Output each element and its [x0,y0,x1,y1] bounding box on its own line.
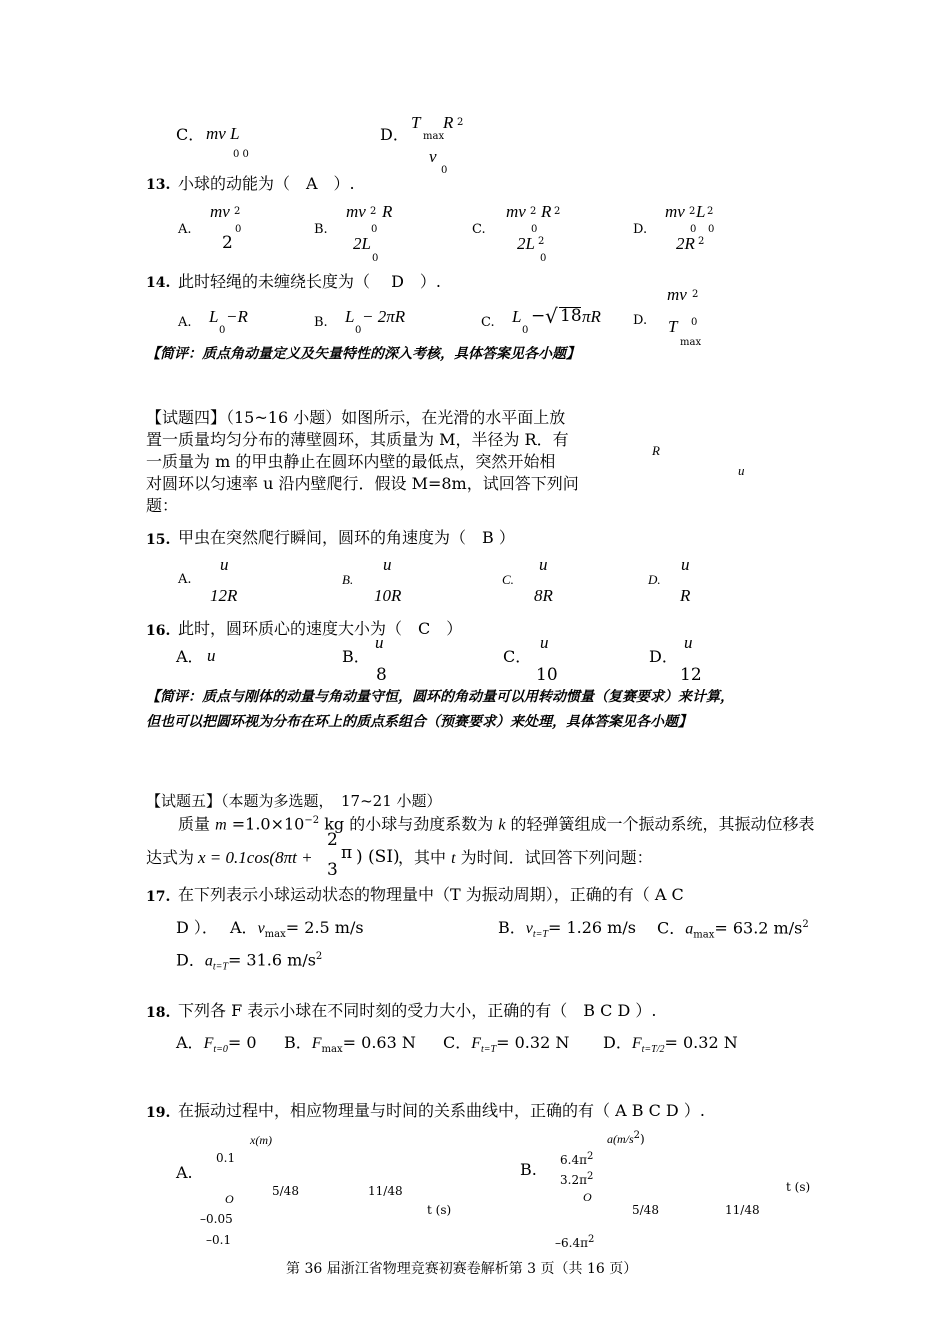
graph-b-y-axis-label-end: ) [640,1132,645,1146]
q17-option-c [657,920,809,941]
q18-option-c [443,1035,569,1055]
phase-fraction-den: 3 [327,860,338,880]
q16-stem: 此时，圆环质心的速度大小为（ C ） [178,619,463,638]
q17-option-d-sym: a [204,952,213,970]
q17-option-b [498,920,636,940]
q17-option-c-label: C． [657,918,686,938]
q15-option-d-num: u [681,555,690,574]
q12-option-d-num2: R [443,113,454,132]
graph-a-label: A. [176,1163,193,1182]
page-footer: 第 36 届浙江省物理竞赛初赛卷解析第 3 页（共 16 页） [286,1261,638,1277]
q18-option-d-sym: F [631,1035,642,1052]
sqrt-symbol: √ [545,304,558,328]
figure-label-radius: R [652,443,660,458]
q17-option-b-sym: v [525,920,533,937]
test5-line-1-d: 的轻弹簧组成一个振动系统，其振动位移表 [505,814,815,834]
q16-option-a-label: A． [176,647,204,666]
q13-option-b-den-sub: 0 [372,253,379,264]
q14-option-c-expr: L [512,307,522,326]
q18-option-a-sub: t=0 [213,1044,228,1056]
graph-b-origin: O [583,1190,592,1204]
q13-option-a-den: 2 [222,233,233,253]
q14-option-d-sup: 2 [692,289,699,300]
q16-option-c-label: C． [503,647,532,666]
test5-t-symbol: t [451,850,456,867]
test5-mass-symbol: m [215,816,227,834]
test5-line-2-b: ，其中 [398,848,452,867]
q14-option-c-tail: πR [582,307,601,326]
graph-a-y-axis-label: x(m) [250,1133,272,1147]
q15-option-c-den: 8R [534,586,553,605]
q17-option-d [176,952,322,973]
graph-b-y-tick-max [560,1152,593,1166]
q17-stem: 在下列表示小球运动状态的物理量中（T 为振动周期），正确的有（ A C [178,885,684,904]
q13-option-d-den-sup: 2 [698,236,705,247]
q15-option-d-den: R [680,586,691,605]
test4-intro [146,407,586,517]
q15-option-b-num: u [383,555,392,574]
test5-line-2-tail [398,850,653,867]
q13-option-a-label: A. [178,222,192,237]
q16-option-d-label: D． [649,647,678,666]
q13-option-c-sub: 0 [531,224,538,235]
q13-option-c-den-sup: 2 [538,236,545,247]
q18-stem: 下列各 F 表示小球在不同时刻的受力大小，正确的有（ B C D ）. [178,1001,657,1020]
graph-b-y-tick-neg-sup: 2 [587,1234,595,1245]
graph-b-label: B. [520,1160,537,1179]
q13-option-c-label: C. [472,222,486,237]
q13-option-c-num2-sup: 2 [554,206,561,217]
q18-option-a-sym: F [203,1035,214,1052]
q14-option-b-sub: 0 [355,325,362,336]
q18-option-b-val: = 0.63 N [342,1033,416,1052]
q15-option-a-den: 12R [210,586,238,605]
q18-option-a [176,1035,257,1055]
q18-option-d [603,1035,738,1055]
graph-a-x-axis-label: t (s) [427,1203,452,1217]
q15-option-b-den: 10R [374,586,402,605]
q13-option-d-label: D. [633,222,648,237]
q18-option-c-val: = 0.32 N [496,1033,570,1052]
q18-option-c-label: C． [443,1033,472,1052]
q13-option-a-sup: 2 [234,206,241,217]
q15-option-b-label: B. [342,572,354,587]
phase-fraction-num: 2 [327,830,338,850]
q12-option-d-num-sup: 2 [457,117,464,128]
q17-option-d-val: = 31.6 m/s [227,950,316,970]
q14-option-a-sub: 0 [219,325,226,336]
q12-option-c-label: C． [176,125,205,144]
q14-option-d-num: mv [667,285,687,304]
q13-option-a-sub: 0 [235,224,242,235]
q14-option-d-sub: 0 [691,317,698,328]
graph-b-y-tick-half [560,1172,593,1186]
test4-line-4: 对圆环以匀速率 u 沿内壁爬行．假设 M=8m，试回答下列问 [146,474,579,493]
q16-option-d-num: u [684,633,693,652]
graph-b-x-tick-1: 5/48 [632,1203,659,1217]
q15-option-a-label: A. [178,572,192,587]
q18-option-c-sym: F [471,1035,482,1052]
graph-b-x-axis-label: t (s) [786,1180,811,1194]
q16-option-a-expr: u [207,646,216,665]
graph-b-y-axis-label-text: a(m/s [607,1132,634,1146]
graph-b-y-tick-neg-text: –6.4π [555,1236,588,1250]
test5-line-2-c: 为时间．试回答下列问题： [455,848,653,867]
graph-a-y-tick-neg-half: –0.05 [200,1212,233,1226]
graph-b-y-axis-label-sup: 2 [633,1130,641,1141]
q17-option-b-sub: t=T [532,929,548,941]
graph-a-x-tick-2: 11/48 [368,1184,403,1198]
q13-option-c-num: mv [506,202,526,221]
q13-option-d-sup: 2 [689,206,696,217]
q18-option-b-label: B． [284,1033,312,1052]
q18-option-b [284,1035,416,1055]
q12-option-d-num: T [411,113,421,132]
graph-b-y-tick-half-text: 3.2π [560,1173,587,1187]
q16-option-d-den: 12 [680,665,702,685]
q17-option-d-label: D． [176,950,205,970]
graph-a-y-tick-max: 0.1 [216,1151,236,1165]
q18-number: 18. [146,1005,171,1021]
graph-a-origin: O [225,1192,234,1206]
q17-option-b-val: = 1.26 m/s [547,918,636,937]
q13-option-c-sup: 2 [530,206,537,217]
q17-option-c-sup: 2 [802,919,809,930]
q18-option-b-sym: F [311,1035,322,1052]
q18-option-c-sub: t=T [481,1044,497,1056]
q18-option-d-val: = 0.32 N [664,1033,738,1052]
q17-stem-cont: D ）． [176,918,218,937]
q16-option-b-num: u [375,633,384,652]
q13-option-b-num: mv [346,202,366,221]
q19-stem: 在振动过程中，相应物理量与时间的关系曲线中，正确的有（ A B C D ）. [178,1101,705,1120]
q17-option-a-val: = 2.5 m/s [285,918,364,937]
q13-option-d-num: mv [665,202,685,221]
comment-brief-1: 【简评：质点角动量定义及矢量特性的深入考核，具体答案见各小题】 [146,346,580,362]
graph-a-y-tick-neg: –0.1 [206,1233,232,1247]
q13-option-b-sup: 2 [370,206,377,217]
q13-option-c-den: 2L [517,234,535,253]
q12-option-d-den-sub: 0 [441,165,448,176]
graph-b-y-tick-neg [555,1235,594,1249]
q13-stem: 小球的动能为（ A ）. [178,174,355,193]
test5-line-1 [178,816,815,833]
q16-option-b-label: B． [342,647,370,666]
q14-option-b-label: B. [314,315,328,330]
q18-option-d-sub: t=T/2 [641,1044,665,1056]
q12-option-d-den: v [429,147,437,166]
graph-b-y-tick-max-text: 6.4π [560,1153,587,1167]
q16-number: 16. [146,623,171,639]
displacement-equation: x = 0.1cos(8πt + [198,848,313,867]
q14-option-b-rest: − 2πR [362,307,406,326]
q13-option-d-num2-sup: 2 [707,206,714,217]
q13-option-b-num2: R [382,202,393,221]
q17-option-a-sym: v [257,920,265,937]
q14-number: 14. [146,275,171,291]
test5-exponent: −2 [304,815,320,826]
test5-k-symbol: k [498,816,506,834]
q12-option-c-sub: 0 0 [233,149,249,160]
q13-option-c-num2: R [541,202,552,221]
test5-line-2-a: 达式为 [146,848,195,867]
q17-option-b-label: B． [498,918,526,937]
q14-option-b-expr: L [345,307,355,326]
phase-pi: π [341,843,353,863]
si-unit: ) (SI) [356,847,400,867]
q13-option-d-num2-sub: 0 [708,224,715,235]
q13-option-c-den-sub: 0 [540,253,547,264]
q14-option-c-label: C. [481,315,495,330]
q18-option-d-label: D． [603,1033,632,1052]
test4-line-5: 题： [146,496,179,515]
graph-a-x-tick-1: 5/48 [272,1184,299,1198]
q16-option-c-num: u [540,633,549,652]
q15-option-c-num: u [539,555,548,574]
q12-option-d-num-sub: max [423,131,445,142]
q13-number: 13. [146,177,171,193]
q17-option-a-label: A． [230,918,258,937]
q13-option-a-num: mv [210,202,230,221]
q13-option-d-num2: L [696,202,706,221]
q17-option-d-sub: t=T [212,961,228,973]
test4-line-2: 置一质量均匀分布的薄壁圆环，其质量为 M，半径为 R．有 [146,430,569,449]
q14-option-a-label: A. [178,315,192,330]
test5-line-1-b: =1.0×10 [226,814,305,834]
graph-b-y-tick-half-sup: 2 [586,1171,594,1182]
q15-option-c-label: C. [502,572,514,587]
test5-line-1-c: kg 的小球与劲度系数为 [319,814,499,834]
test4-line-1: 【试题四】（15~16 小题）如图所示，在光滑的水平面上放 [146,408,566,427]
q12-option-d-label: D． [380,125,409,144]
comment-brief-2-line-1: 【简评：质点与刚体的动量与角动量守恒，圆环的角动量可以用转动惯量（复赛要求）来计算， [146,689,734,705]
q17-option-a-sub: max [264,929,286,941]
figure-label-speed: u [738,463,745,478]
q14-option-d-den-sub: max [680,337,702,348]
q14-option-c-sub: 0 [522,325,529,336]
q17-number: 17. [146,889,171,905]
test5-line-1-a: 质量 [178,814,216,834]
q13-option-d-den: 2R [676,234,695,253]
q14-stem: 此时轻绳的未缠绕长度为（ D ）. [178,272,442,291]
q14-option-a-rest: −R [226,307,248,326]
q14-option-d-den: T [668,317,678,336]
test4-line-3: 一质量为 m 的甲虫静止在圆环内壁的最低点，突然开始相 [146,452,556,471]
q13-option-b-label: B. [314,222,328,237]
q13-option-b-den: 2L [353,234,371,253]
q17-option-c-sub: max [693,929,715,941]
q12-option-c-expr: mv L [206,124,240,143]
q19-number: 19. [146,1105,171,1121]
graph-b-y-axis-label [607,1131,645,1145]
q14-option-d-label: D. [633,313,648,328]
q13-option-d-sub: 0 [690,224,697,235]
q18-option-a-val: = 0 [227,1033,257,1052]
q15-number: 15. [146,532,171,548]
q15-stem: 甲虫在突然爬行瞬间，圆环的角速度为（ B ） [178,528,515,547]
q17-option-c-sym: a [685,920,694,938]
q17-option-c-val: = 63.2 m/s [714,918,803,938]
graph-b-y-tick-max-sup: 2 [586,1151,594,1162]
q15-option-a-num: u [220,555,229,574]
q14-option-c-root: 18 [560,306,582,326]
q16-option-c-den: 10 [536,665,558,685]
q15-option-d-label: D. [648,572,661,587]
q14-option-c-minus: − [531,306,546,326]
comment-brief-2-line-2: 但也可以把圆环视为分布在环上的质点系组合（预赛要求）来处理，具体答案见各小题】 [146,714,692,730]
graph-b-x-tick-2: 11/48 [725,1203,760,1217]
test5-header: 【试题五】（本题为多选题， 17~21 小题） [146,792,442,810]
q16-option-b-den: 8 [376,665,387,685]
q18-option-a-label: A． [176,1033,204,1052]
q13-option-b-sub: 0 [371,224,378,235]
q17-option-d-sup: 2 [315,951,323,962]
q17-option-a [230,920,364,940]
q14-option-a-expr: L [209,307,219,326]
q18-option-b-sub: max [321,1044,343,1056]
